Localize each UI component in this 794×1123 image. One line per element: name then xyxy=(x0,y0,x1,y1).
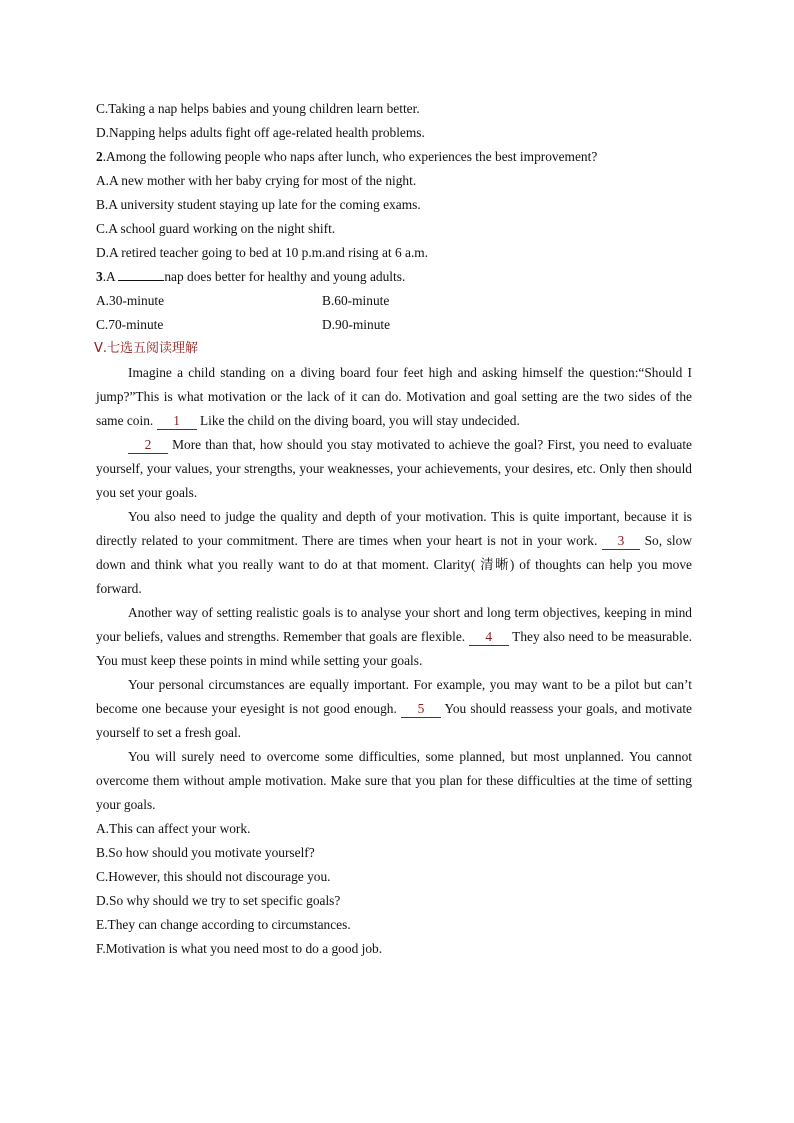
p1-text: Imagine a child standing on a diving board four feet high and asking himself the question:“Should I jump?”This is what motivation or the lack of it can do. Motivation and goal setting are the two sides of the same coin. xyxy=(96,365,692,428)
passage-paragraph-2 xyxy=(96,433,692,505)
q3-number: 3 xyxy=(96,269,103,284)
q3-option-d: D.90-minute xyxy=(322,317,391,332)
p3-text: You also need to judge the quality and depth of your motivation. This is quite important, because it is directly related to your commitment. There are times when your heart is not in your work. xyxy=(96,509,692,548)
answer-blank-3[interactable]: 3 xyxy=(602,533,640,550)
q2-number: 2 xyxy=(96,149,103,164)
passage-paragraph-5 xyxy=(96,673,692,745)
q3-stem-after: nap does better for healthy and young adults. xyxy=(164,269,406,284)
q2-option-a: A.A new mother with her baby crying for most of the night. xyxy=(96,173,417,188)
q3-option-c: C.70-minute xyxy=(96,317,164,332)
q1-option-c: C.Taking a nap helps babies and young children learn better. xyxy=(96,101,420,116)
q2-option-c: C.A school guard working on the night shift. xyxy=(96,221,336,236)
section-heading: Ⅴ.七选五阅读理解 xyxy=(94,341,199,356)
answer-blank-4[interactable]: 4 xyxy=(469,629,509,646)
q3-options-row-2 xyxy=(96,313,692,337)
passage-paragraph-1 xyxy=(96,361,692,433)
p1-after: Like the child on the diving board, you will stay undecided. xyxy=(196,413,520,428)
q3-stem-before: .A xyxy=(102,269,119,284)
answer-blank-1[interactable]: 1 xyxy=(157,413,197,430)
q2-stem-text: .Among the following people who naps after lunch, who experiences the best improvement? xyxy=(102,149,598,164)
q2-stem xyxy=(96,145,692,169)
choice-f: F.Motivation is what you need most to do a good job. xyxy=(96,941,383,956)
choice-e: E.They can change according to circumstances. xyxy=(96,917,351,932)
answer-blank-2[interactable]: 2 xyxy=(128,437,168,454)
choice-a: A.This can affect your work. xyxy=(96,821,251,836)
p5-text: Your personal circumstances are equally important. For example, you may want to be a pilot but can’t become one because your eyesight is not good enough. xyxy=(96,677,692,716)
page-content xyxy=(96,97,692,961)
choice-c: C.However, this should not discourage you. xyxy=(96,869,331,884)
q2-option-b: B.A university student staying up late for the coming exams. xyxy=(96,197,421,212)
q3-option-a: A.30-minute xyxy=(96,293,165,308)
p4-after: They also need to be measurable. You must keep these points in mind while setting your goals. xyxy=(96,629,693,668)
q3-answer-blank[interactable] xyxy=(118,280,164,281)
p5-after: You should reassess your goals, and motivate yourself to set a fresh goal. xyxy=(96,701,692,740)
choice-d: D.So why should we try to set specific goals? xyxy=(96,893,341,908)
q1-option-d: D.Napping helps adults fight off age-related health problems. xyxy=(96,125,425,140)
passage-paragraph-3 xyxy=(96,505,692,601)
p4-text: Another way of setting realistic goals is to analyse your short and long term objectives, keeping in mind your beliefs, values and strengths. Remember that goals are flexible. xyxy=(96,605,692,644)
choice-b: B.So how should you motivate yourself? xyxy=(96,845,315,860)
passage-paragraph-6: You will surely need to overcome some difficulties, some planned, but most unplanned. You cannot overcome them without ample motivation. Make sure that you plan for these difficulties at the time of setting your goals. xyxy=(96,749,692,812)
q3-options-row-1 xyxy=(96,289,692,313)
passage-paragraph-4 xyxy=(96,601,692,673)
q3-stem xyxy=(96,265,692,289)
q3-option-b: B.60-minute xyxy=(322,293,390,308)
p3-after: So, slow down and think what you really want to do at that moment. Clarity( 清晰) of thoughts can help you move forward. xyxy=(96,533,692,596)
p2-after: More than that, how should you stay motivated to achieve the goal? First, you need to evaluate yourself, your values, your strengths, your weaknesses, your achievements, your desires, etc. Only then should you set your goals. xyxy=(96,437,692,500)
q2-option-d: D.A retired teacher going to bed at 10 p.m.and rising at 6 a.m. xyxy=(96,245,429,260)
answer-blank-5[interactable]: 5 xyxy=(401,701,441,718)
